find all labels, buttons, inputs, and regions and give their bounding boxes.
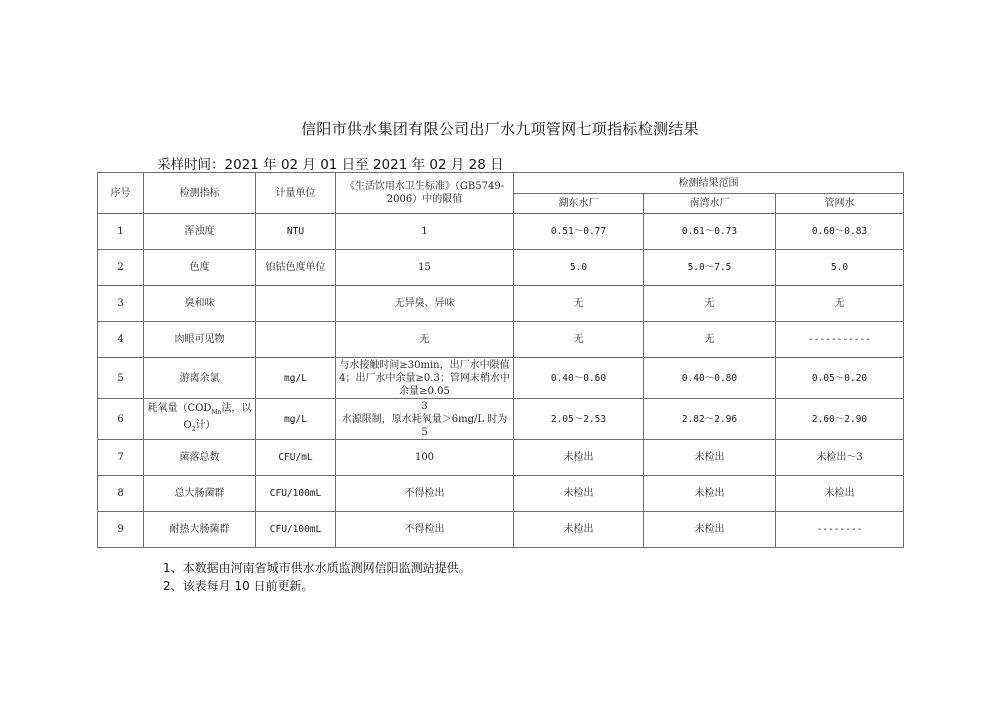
cell-unit: CFU/mL	[256, 440, 336, 476]
footnote-2: 2、该表每月 10 日前更新。	[163, 579, 314, 593]
cell-network: 0.60～0.83	[776, 214, 904, 250]
cell-limit: 不得检出	[336, 512, 514, 548]
cell-indicator: 耐热大肠菌群	[144, 512, 256, 548]
cell-index: 6	[98, 399, 144, 440]
header-index: 序号	[98, 173, 144, 214]
cell-hudong: 5.0	[514, 250, 644, 286]
cell-limit: 与水接触时间≥30min，出厂水中限值 4；出厂水中余量≥0.3；管网末梢水中余量≥0.05	[336, 358, 514, 399]
table-row	[98, 358, 904, 399]
cell-limit: 15	[336, 250, 514, 286]
table-row	[98, 476, 904, 512]
cell-indicator: 总大肠菌群	[144, 476, 256, 512]
cell-limit: 1	[336, 214, 514, 250]
cell-unit: mg/L	[256, 358, 336, 399]
cell-hudong: 0.40～0.60	[514, 358, 644, 399]
header-indicator: 检测指标	[144, 173, 256, 214]
footnotes	[163, 559, 471, 595]
sampling-time: 采样时间：2021 年 02 月 01 日至 2021 年 02 月 28 日	[157, 157, 504, 173]
cell-network: 未检出	[776, 476, 904, 512]
cell-index: 1	[98, 214, 144, 250]
cell-unit: CFU/100mL	[256, 476, 336, 512]
header-unit: 计量单位	[256, 173, 336, 214]
cell-unit: CFU/100mL	[256, 512, 336, 548]
cell-index: 9	[98, 512, 144, 548]
footnote-1: 1、本数据由河南省城市供水水质监测网信阳监测站提供。	[163, 561, 471, 575]
cell-indicator: 游离余氯	[144, 358, 256, 399]
cell-nanwan: 未检出	[644, 512, 776, 548]
cell-hudong: 无	[514, 322, 644, 358]
cell-indicator: 菌落总数	[144, 440, 256, 476]
cell-index: 7	[98, 440, 144, 476]
cell-index: 5	[98, 358, 144, 399]
cell-index: 2	[98, 250, 144, 286]
cell-network: -----------	[776, 322, 904, 358]
table-row	[98, 399, 904, 440]
header-plant-hudong: 湖东水厂	[514, 194, 644, 214]
cell-unit: NTU	[256, 214, 336, 250]
table-row	[98, 214, 904, 250]
cell-index: 3	[98, 286, 144, 322]
cell-nanwan: 未检出	[644, 476, 776, 512]
cell-indicator: 色度	[144, 250, 256, 286]
table-row	[98, 250, 904, 286]
cell-network: 未检出～3	[776, 440, 904, 476]
header-row	[98, 173, 904, 194]
document-title: 信阳市供水集团有限公司出厂水九项管网七项指标检测结果	[301, 120, 699, 138]
cell-hudong: 未检出	[514, 476, 644, 512]
header-plant-network: 管网水	[776, 194, 904, 214]
cell-network: 2.60～2.90	[776, 399, 904, 440]
results-table	[97, 172, 904, 548]
cell-limit: 无异臭、异味	[336, 286, 514, 322]
cell-network: --------	[776, 512, 904, 548]
cell-indicator: 浑浊度	[144, 214, 256, 250]
cell-indicator: 肉眼可见物	[144, 322, 256, 358]
cell-index: 4	[98, 322, 144, 358]
cell-nanwan: 5.0～7.5	[644, 250, 776, 286]
cell-hudong: 未检出	[514, 512, 644, 548]
header-limit: 《生活饮用水卫生标准》（GB5749-2006）中的限值	[336, 173, 514, 214]
cell-indicator: 臭和味	[144, 286, 256, 322]
table-row	[98, 322, 904, 358]
header-plant-nanwan: 南湾水厂	[644, 194, 776, 214]
cell-nanwan: 无	[644, 322, 776, 358]
cell-nanwan: 0.40～0.80	[644, 358, 776, 399]
table-row	[98, 440, 904, 476]
cell-hudong: 2.05～2.53	[514, 399, 644, 440]
cell-network: 5.0	[776, 250, 904, 286]
cell-unit	[256, 322, 336, 358]
cell-hudong: 未检出	[514, 440, 644, 476]
table-row	[98, 512, 904, 548]
header-results-group: 检测结果范围	[514, 173, 904, 194]
cell-unit: mg/L	[256, 399, 336, 440]
cell-hudong: 无	[514, 286, 644, 322]
cell-nanwan: 未检出	[644, 440, 776, 476]
cell-limit: 100	[336, 440, 514, 476]
cell-limit: 3 水源限制，原水耗氧量＞6mg/L 时为 5	[336, 399, 514, 440]
cell-network: 无	[776, 286, 904, 322]
cell-indicator: 耗氧量（$COD_{Mn}$法，以 $O_2$计）	[144, 399, 256, 440]
cell-nanwan: 2.82～2.96	[644, 399, 776, 440]
cell-index: 8	[98, 476, 144, 512]
cell-limit: 无	[336, 322, 514, 358]
cell-unit	[256, 286, 336, 322]
cell-nanwan: 无	[644, 286, 776, 322]
cell-hudong: 0.51～0.77	[514, 214, 644, 250]
cell-limit: 不得检出	[336, 476, 514, 512]
cell-network: 0.05～0.20	[776, 358, 904, 399]
cell-unit: 铂钴色度单位	[256, 250, 336, 286]
cell-nanwan: 0.61～0.73	[644, 214, 776, 250]
table-row	[98, 286, 904, 322]
